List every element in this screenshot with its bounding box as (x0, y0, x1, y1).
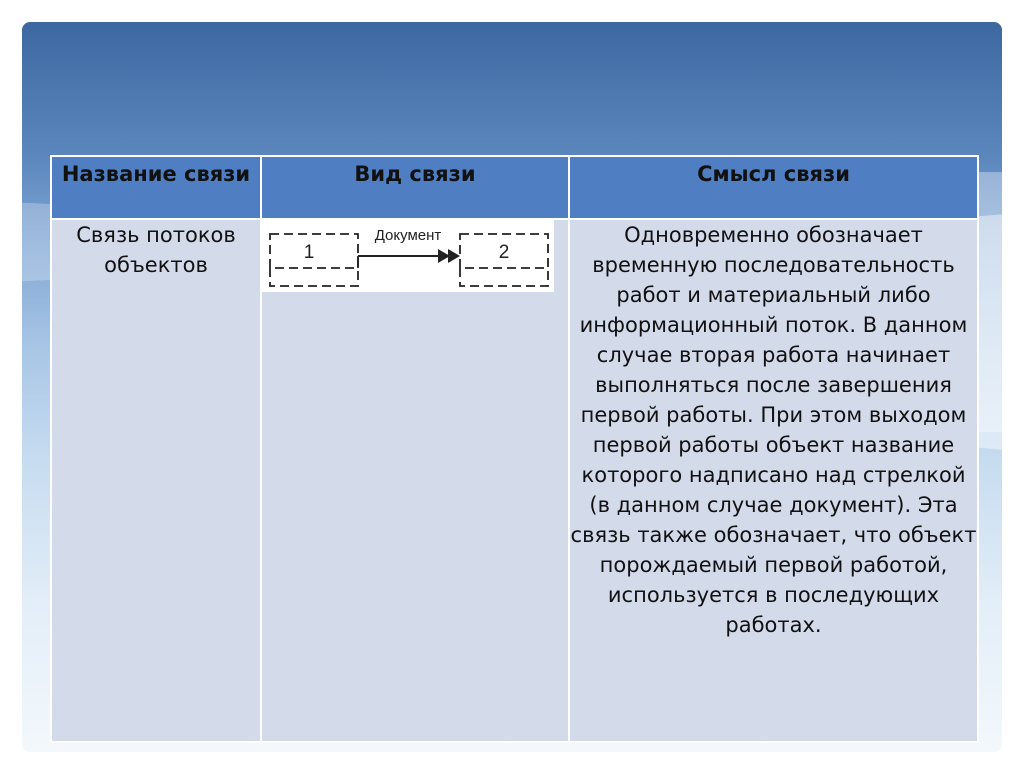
header-link-name: Название связи (51, 156, 261, 219)
link-meaning-cell: Одновременно обозначает временную последовательность работ и материальный либо информационный поток. В данном случае вторая работа начинает выполняться после завершения первой работы. При этом выходом первой работы объект название которого надписано над стрелкой (в данном случае документ). Эта связь также обозначает, что объект порождаемый первой работой, используется в последующих работах. (569, 219, 978, 742)
box-1-label: 1 (303, 242, 315, 263)
table-row (51, 219, 978, 742)
arrow-label: Документ (374, 227, 442, 244)
link-types-table (50, 155, 979, 743)
link-kind-cell (261, 219, 569, 742)
link-name-cell: Связь потоков объектов (51, 219, 261, 742)
table-header-row (51, 156, 978, 219)
header-link-kind: Вид связи (261, 156, 569, 219)
header-link-meaning: Смысл связи (569, 156, 978, 219)
box-2-label: 2 (498, 242, 510, 263)
object-flow-diagram (262, 220, 554, 292)
